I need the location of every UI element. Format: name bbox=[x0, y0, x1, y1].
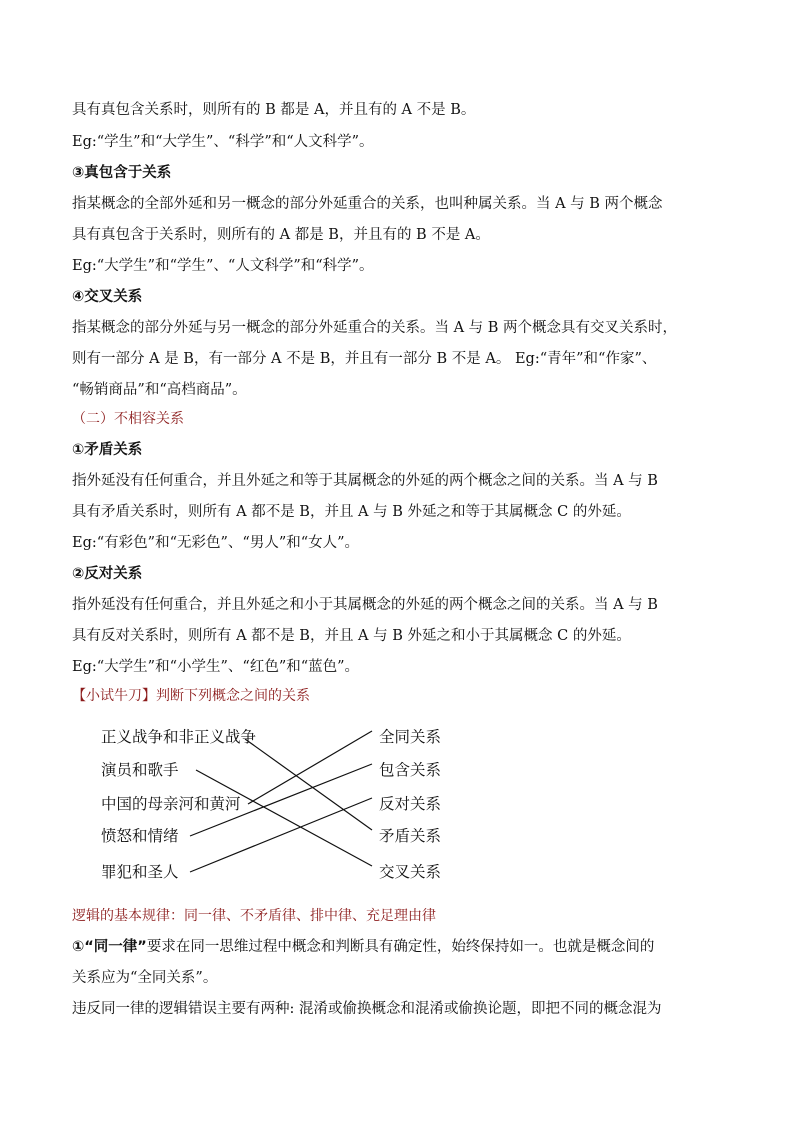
paragraph-line: “畅销商品”和“高档商品”。 bbox=[72, 382, 247, 398]
right-relation-2: 包含关系 bbox=[379, 761, 442, 779]
paragraph-line: 具有反对关系时，则所有 A 都不是 B，并且 A 与 B 外延之和小于其属概念 C 的外延。 bbox=[72, 628, 631, 644]
section-heading: ①矛盾关系 bbox=[72, 442, 143, 458]
right-relation-1: 全同关系 bbox=[379, 728, 442, 746]
left-concept-3: 中国的母亲河和黄河 bbox=[101, 795, 241, 813]
right-relation-5: 交叉关系 bbox=[379, 863, 442, 881]
paragraph-line bbox=[72, 937, 732, 957]
paragraph-line: 具有真包含于关系时，则所有的 A 都是 B，并且有的 B 不是 A。 bbox=[72, 227, 490, 243]
paragraph-line: 指某概念的全部外延和另一概念的部分外延重合的关系，也叫种属关系。当 A 与 B 两个概念 bbox=[72, 196, 663, 212]
example-line: Eg:“大学生”和“小学生”、“红色”和“蓝色”。 bbox=[72, 659, 360, 675]
example-line: Eg:“有彩色”和“无彩色”、“男人”和“女人”。 bbox=[72, 535, 360, 551]
paragraph-line: 指某概念的部分外延与另一概念的部分外延重合的关系。当 A 与 B 两个概念具有交叉关系时， bbox=[72, 320, 678, 336]
right-relation-3: 反对关系 bbox=[379, 795, 442, 813]
laws-heading: 逻辑的基本规律：同一律、不矛盾律、排中律、充足理由律 bbox=[72, 908, 436, 924]
paragraph-line: 关系应为“全同关系”。 bbox=[72, 970, 218, 986]
left-concept-5: 罪犯和圣人 bbox=[101, 863, 179, 881]
connection-line-3 bbox=[248, 731, 372, 804]
paragraph-line: 违反同一律的逻辑错误主要有两种: 混淆或偷换概念和混淆或偷换论题，即把不同的概念混为 bbox=[72, 1001, 662, 1017]
section-heading: ④交叉关系 bbox=[72, 289, 143, 305]
section-heading: ②反对关系 bbox=[72, 566, 143, 582]
subsection-heading: （二）不相容关系 bbox=[72, 411, 184, 427]
example-line: Eg:“学生”和“大学生”、“科学”和“人文科学”。 bbox=[72, 134, 374, 150]
paragraph-line: 具有真包含关系时，则所有的 B 都是 A，并且有的 A 不是 B。 bbox=[72, 102, 476, 118]
left-concept-4: 愤怒和情绪 bbox=[101, 827, 179, 845]
right-relation-4: 矛盾关系 bbox=[379, 827, 442, 845]
term-definition: 要求在同一思维过程中概念和判断具有确定性，始终保持如一。也就是概念间的 bbox=[146, 939, 655, 955]
connection-line-2 bbox=[196, 770, 372, 866]
paragraph-line: 具有矛盾关系时，则所有 A 都不是 B，并且 A 与 B 外延之和等于其属概念 C 的外延。 bbox=[72, 504, 631, 520]
example-line: Eg:“大学生”和“学生”、“人文科学”和“科学”。 bbox=[72, 258, 374, 274]
left-concept-1: 正义战争和非正义战争 bbox=[101, 728, 257, 746]
paragraph-line: 则有一部分 A 是 B，有一部分 A 不是 B，并且有一部分 B 不是 A。 Eg:“青年”和“作家”、 bbox=[72, 351, 657, 367]
exercise-heading: 【小试牛刀】判断下列概念之间的关系 bbox=[72, 688, 310, 704]
paragraph-line: 指外延没有任何重合，并且外延之和等于其属概念的外延的两个概念之间的关系。当 A 与 B bbox=[72, 473, 658, 489]
term-identity-law: ①“同一律” bbox=[72, 939, 147, 955]
section-heading: ③真包含于关系 bbox=[72, 165, 172, 181]
connection-line-1 bbox=[245, 739, 372, 830]
left-concept-2: 演员和歌手 bbox=[101, 761, 179, 779]
paragraph-line: 指外延没有任何重合，并且外延之和小于其属概念的外延的两个概念之间的关系。当 A 与 B bbox=[72, 597, 658, 613]
